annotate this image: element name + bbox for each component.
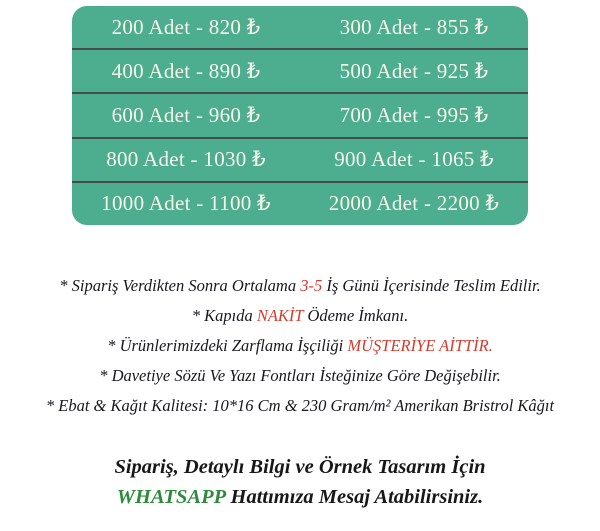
pricing-table [72,6,528,225]
note-highlight-cash: NAKİT [256,306,304,325]
price-cell: 600 Adet - 960 ₺ [111,103,261,127]
price-cell: 200 Adet - 820 ₺ [111,14,261,39]
note-envelope-labor [0,331,600,361]
footer-section [0,452,600,512]
note-text: İş Günü İçerisinde Teslim Edilir. [322,276,541,295]
footer-text: Hattımıza Mesaj Atabilirsiniz. [225,486,484,508]
note-highlight-days: 3-5 [300,276,323,295]
pricing-row-2 [72,48,528,92]
price-cell: 300 Adet - 855 ₺ [339,14,489,39]
footer-line-2 [0,482,600,512]
price-cell: 400 Adet - 890 ₺ [111,58,261,83]
pricing-row-4 [72,137,528,181]
note-text: * Davetiye Sözü Ve Yazı Fontları İsteğinize Göre Değişebilir. [99,366,501,385]
price-cell: 800 Adet - 1030 ₺ [106,147,266,172]
price-cell: 1000 Adet - 1100 ₺ [101,191,271,216]
pricing-row-1 [72,6,528,48]
pricing-row-5 [72,181,528,225]
note-text: * Ürünlerimizdeki Zarflama İşçiliği [107,336,348,355]
note-text: * Sipariş Verdikten Sonra Ortalama [59,276,301,295]
note-text: * Ebat & Kağıt Kalitesi: 10*16 Cm & 230 Gram/m² Amerikan Bristrol Kâğıt [45,396,555,415]
footer-line-1: Sipariş, Detaylı Bilgi ve Örnek Tasarım İçin [114,456,486,478]
note-paper-quality [0,391,600,421]
notes-section [0,271,600,421]
pricing-row-3 [72,92,528,136]
note-cash-payment [0,301,600,331]
note-delivery-time [0,271,600,301]
note-highlight-customer: MÜŞTERİYE AİTTİR. [347,336,493,355]
price-cell: 2000 Adet - 2200 ₺ [328,191,500,216]
price-cell: 700 Adet - 995 ₺ [339,103,489,127]
note-text: * Kapıda [191,306,257,325]
price-cell: 500 Adet - 925 ₺ [339,58,489,83]
note-fonts-changeable [0,361,600,391]
note-text: Ödeme İmkanı. [303,306,409,325]
whatsapp-highlight: WHATSAPP [116,486,226,508]
price-cell: 900 Adet - 1065 ₺ [334,147,494,172]
